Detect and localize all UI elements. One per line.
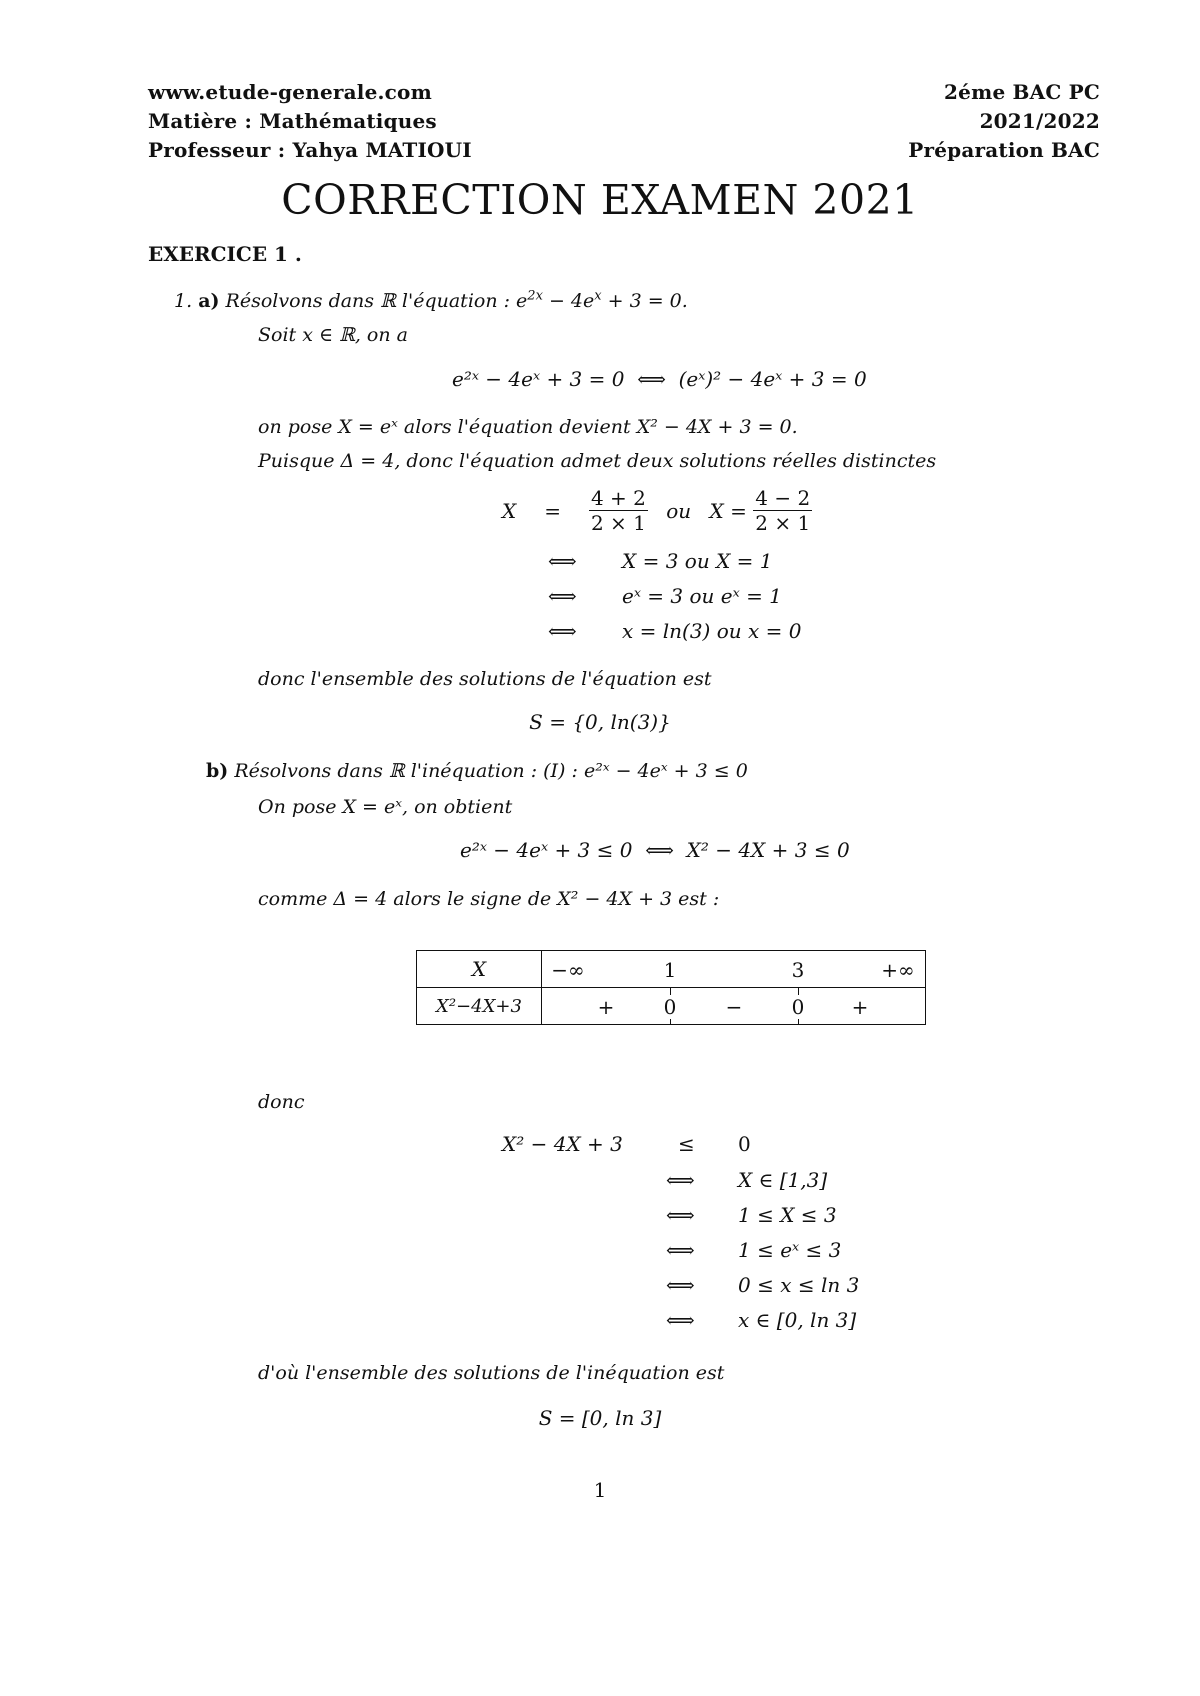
iff-b2: ⟺: [666, 1203, 695, 1227]
fraction-2: [753, 486, 812, 535]
ineq-right: 0: [738, 1132, 751, 1156]
step-2: eˣ = 3 ou eˣ = 1: [622, 584, 782, 608]
part-b-label: b): [206, 760, 229, 782]
comme-line: comme Δ = 4 alors le signe de X² − 4X + 3 est :: [258, 888, 720, 910]
statement-sup2: x: [594, 288, 602, 304]
eqb-left: e²ˣ − 4eˣ + 3 ≤ 0: [460, 838, 633, 862]
table-signs-row: [542, 988, 926, 1025]
ineq-left: X² − 4X + 3: [502, 1132, 623, 1156]
pose-b: On pose X = eˣ, on obtient: [258, 796, 513, 818]
header-year: 2021/2022: [979, 109, 1100, 133]
step-b1: X ∈ [1,3]: [738, 1168, 828, 1192]
sol-eq: =: [544, 498, 561, 523]
zero-2: 0: [791, 995, 805, 1019]
statement-sup: 2x: [527, 288, 543, 304]
exercise-heading: EXERCICE 1 .: [148, 242, 302, 266]
zero-1: 0: [663, 995, 677, 1019]
iff-b3: ⟺: [666, 1238, 695, 1262]
iff-b1: ⟺: [666, 1168, 695, 1192]
sol-x: X: [502, 498, 517, 523]
step-1: X = 3 ou X = 1: [622, 549, 773, 573]
page-title: CORRECTION EXAMEN 2021: [281, 176, 919, 224]
page-number: 1: [593, 1478, 607, 1502]
eq1-right: (eˣ)² − 4eˣ + 3 = 0: [678, 367, 867, 391]
sign-plus-2: +: [851, 995, 869, 1019]
solution-b: S = [0, ln 3]: [538, 1406, 662, 1430]
solution-fractions: [502, 486, 812, 535]
header-teacher: Professeur : Yahya MATIOUI: [148, 138, 472, 162]
delta-line: Puisque Δ = 4, donc l'équation admet deux solutions réelles distinctes: [258, 450, 937, 472]
header-subject: Matière : Mathématiques: [148, 109, 437, 133]
ineq-rel: ≤: [678, 1132, 695, 1156]
table-row: [417, 988, 926, 1025]
eq1-left: e²ˣ − 4eˣ + 3 = 0: [452, 367, 625, 391]
table-values-row: [542, 951, 926, 988]
pose-line: on pose X = eˣ alors l'équation devient X² − 4X + 3 = 0.: [258, 416, 798, 438]
fraction-1: [589, 486, 648, 535]
donc-line: donc: [258, 1091, 305, 1113]
question-number: [174, 290, 688, 312]
frac2-num: 4 − 2: [755, 486, 811, 510]
header-level: 2éme BAC PC: [944, 80, 1100, 104]
frac2-den: 2 × 1: [755, 511, 811, 535]
sign-plus-1: +: [597, 995, 615, 1019]
root-1: 1: [663, 958, 677, 982]
sign-minus: −: [725, 995, 743, 1019]
frac1-num: 4 + 2: [590, 486, 646, 510]
iff-3: ⟺: [548, 619, 577, 643]
part-b-statement: Résolvons dans ℝ l'inéquation : (I) : e²ˣ − 4eˣ + 3 ≤ 0: [234, 760, 748, 782]
ou-word: ou: [666, 498, 692, 523]
iff-2: ⟺: [548, 584, 577, 608]
iff-b4: ⟺: [666, 1273, 695, 1297]
soit-line: Soit x ∈ ℝ, on a: [258, 324, 408, 346]
iff-b5: ⟺: [666, 1308, 695, 1332]
step-3: x = ln(3) ou x = 0: [622, 619, 802, 643]
eq1-iff: ⟺: [637, 367, 666, 391]
question-num: 1.: [174, 290, 193, 312]
statement-rest: − 4e: [542, 290, 595, 312]
statement-text: Résolvons dans ℝ l'équation : e: [225, 290, 528, 312]
step-b4: 0 ≤ x ≤ ln 3: [738, 1273, 860, 1297]
step-b3: 1 ≤ eˣ ≤ 3: [738, 1238, 842, 1262]
statement-end: + 3 = 0.: [601, 290, 688, 312]
equation-b: [460, 838, 850, 862]
table-row: [417, 951, 926, 988]
neg-infinity: −∞: [551, 958, 585, 982]
part-b-line: [206, 760, 748, 782]
iff-1: ⟺: [548, 549, 577, 573]
sign-table: [416, 950, 926, 1025]
part-a-label: a): [198, 290, 220, 312]
conclusion-a: donc l'ensemble des solutions de l'équation est: [258, 668, 712, 690]
step-b5: x ∈ [0, ln 3]: [738, 1308, 857, 1332]
eqb-right: X² − 4X + 3 ≤ 0: [686, 838, 850, 862]
equation-1: [452, 367, 867, 391]
conclusion-b: d'où l'ensemble des solutions de l'inéquation est: [258, 1362, 725, 1384]
table-header-x: X: [417, 951, 542, 988]
header-prep: Préparation BAC: [908, 138, 1100, 162]
header-website: www.etude-generale.com: [148, 80, 432, 104]
part-a-statement: [226, 290, 688, 312]
table-header-poly: X²−4X+3: [417, 988, 542, 1025]
root-3: 3: [791, 958, 805, 982]
step-b2: 1 ≤ X ≤ 3: [738, 1203, 837, 1227]
frac1-den: 2 × 1: [590, 511, 646, 535]
sol-x2: X =: [709, 498, 747, 523]
solution-a: S = {0, ln(3)}: [529, 710, 671, 734]
pos-infinity: +∞: [881, 958, 915, 982]
eqb-iff: ⟺: [645, 838, 674, 862]
